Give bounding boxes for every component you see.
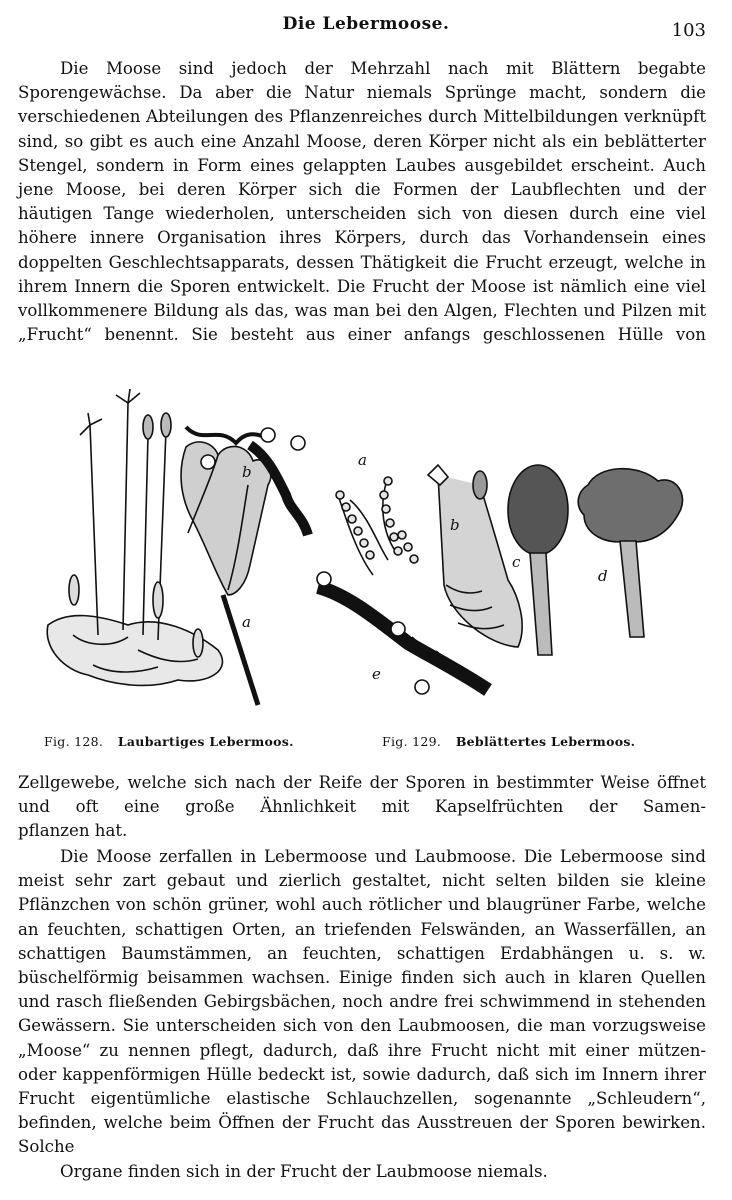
caption-fig129-title: Beblättertes Lebermoos. bbox=[455, 734, 636, 749]
fig129d-capsule bbox=[578, 469, 682, 542]
paragraph-2-last-line: pflanzen hat. bbox=[18, 821, 128, 841]
fig128-label-a: a bbox=[242, 613, 251, 631]
fig129d-stalk bbox=[620, 541, 644, 637]
caption-fig128 bbox=[44, 734, 294, 749]
fig129a-leaflets bbox=[336, 477, 418, 563]
receptacle-1 bbox=[116, 389, 140, 403]
paragraph-3-last-line: Organe finden sich in der Frucht der Laubmoose niemals. bbox=[60, 1161, 548, 1181]
caption-fig128-title: Laubartiges Lebermoos. bbox=[117, 734, 294, 749]
fig128-drawing bbox=[47, 389, 308, 705]
paragraph-2 bbox=[18, 771, 706, 844]
fig129-label-c: c bbox=[512, 553, 521, 571]
paragraph-2-text: Zellgewebe, welche sich nach der Reife der Sporen in bestimmter Weise öffnet und oft eine große Ähnlichkeit mit Kapselfrüchten der Samen- bbox=[18, 773, 706, 817]
gemma-cup-1 bbox=[69, 575, 79, 605]
paragraph-3 bbox=[18, 845, 706, 1184]
caption-fig129-number: Fig. 129. bbox=[382, 734, 442, 749]
fig129e-spore-2 bbox=[391, 622, 405, 636]
fig129c-stalk bbox=[530, 553, 552, 655]
liverwort-illustration bbox=[18, 385, 714, 715]
stalk-1 bbox=[90, 425, 98, 635]
fig129-label-b: b bbox=[450, 516, 460, 534]
fig128b-spore-2 bbox=[261, 428, 275, 442]
caption-fig129 bbox=[382, 734, 635, 749]
gemma-cup-2 bbox=[153, 582, 163, 618]
capsule-2 bbox=[161, 413, 171, 437]
fig128b-spore-3 bbox=[291, 436, 305, 450]
capsule-1 bbox=[143, 415, 153, 439]
paragraph-3-text: Die Moose zerfallen in Lebermoose und Laubmoose. Die Lebermoose sind meist sehr zart gebaut und zierlich gestaltet, nicht selten bilden sie kleine Pflänzchen von schön grüner, wohl auch rötlicher und blaugrüner Farbe, welche an feuchten, schattigen Orten, an triefenden Felswänden, an Wasserfällen, an schattigen Baumstämmen, an feuchten, schattigen Erdabhängen u. s. w. büschelförmig beisammen wachsen. Einige finden sich auch in klaren Quellen und rasch fließenden Gebirgsbächen, noch andre frei schwimmend in stehenden Gewässern. Sie unterscheiden sich von den Laubmoosen, die man vorzugsweise „Moose“ zu nennen pflegt, dadurch, daß ihre Frucht nicht mit einer mützen- oder kappenförmigen Hülle bedeckt ist, sowie dadurch, daß sich im Innern ihrer Frucht eigentümliche elastische Schlauchzellen, sogenannte „Schleudern“, befinden, welche beim Öffnen der Frucht das Ausstreuen der Sporen bewirken. Solche bbox=[18, 847, 706, 1157]
stalk-3 bbox=[143, 435, 148, 635]
paragraph-1-text: Die Moose sind jedoch der Mehrzahl nach mit Blättern begabte Sporengewächse. Da aber die Natur niemals Sprünge macht, sondern die verschiedenen Abteilungen des Pflanzenreiches durch Mittelbildungen verknüpft sind, so gibt es auch eine Anzahl Moose, deren Körper nicht als ein beblätterter Stengel, sondern in Form eines gelappten Laubes ausgebildet erscheint. Auch jene Moose, bei deren Körper sich die Formen der Laubflechten und der häutigen Tange wiederholen, unterscheiden sich von diesen durch eine viel höhere innere Organisation ihres Körpers, durch das Vorhandensein eines doppelten Geschlechtsapparats, dessen Thätigkeit die Frucht erzeugt, welche in ihrem Innern die Sporen entwickelt. Die Frucht der Moose ist nämlich eine viel vollkommenere Bildung als das, was man bei den Algen, Flechten und Pilzen mit „Frucht“ benennt. Sie besteht aus einer anfangs geschlossenen Hülle von bbox=[18, 59, 706, 345]
fig129-drawing bbox=[317, 465, 683, 694]
fig129c-capsule bbox=[508, 465, 568, 555]
running-title: Die Lebermoose. bbox=[282, 14, 450, 34]
fig129-label-e: e bbox=[372, 665, 381, 683]
fig128a-stalk bbox=[223, 595, 258, 705]
fig129e-spore-3 bbox=[415, 680, 429, 694]
page-header bbox=[0, 14, 732, 42]
page-number: 103 bbox=[671, 20, 706, 41]
fig129e-spore-1 bbox=[317, 572, 331, 586]
stalk-2 bbox=[123, 403, 128, 630]
fig129b-capsule bbox=[473, 471, 487, 499]
botanical-illustration bbox=[18, 385, 714, 715]
gemma-cup-3 bbox=[193, 629, 203, 657]
fig129-label-a: a bbox=[358, 451, 367, 469]
fig128-label-b: b bbox=[242, 463, 252, 481]
paragraph-1 bbox=[18, 57, 706, 347]
fig128b-shoot bbox=[186, 427, 270, 443]
fig129-label-d: d bbox=[598, 567, 608, 585]
caption-fig128-number: Fig. 128. bbox=[44, 734, 104, 749]
fig128b-spore-1 bbox=[201, 455, 215, 469]
